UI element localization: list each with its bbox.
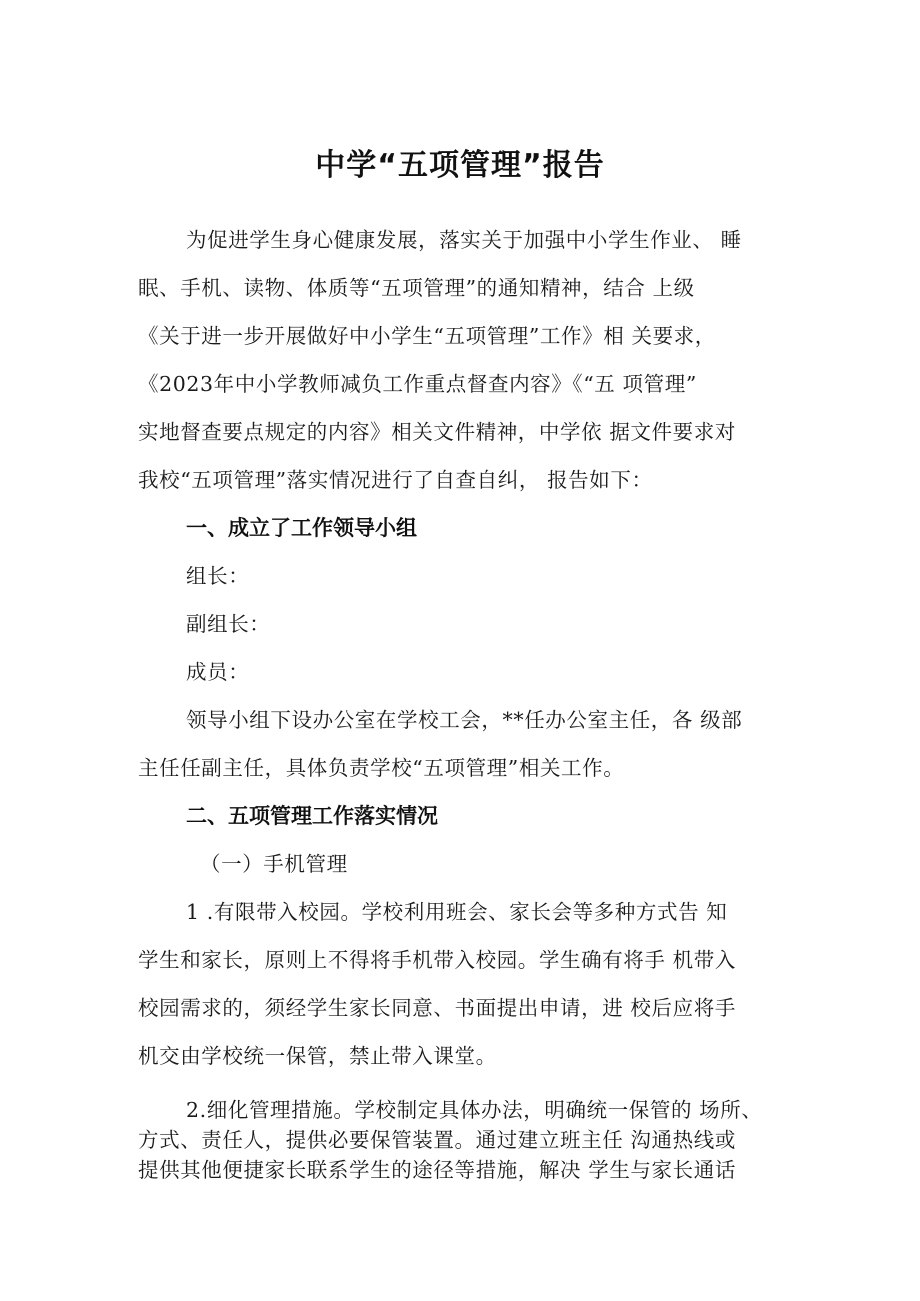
office-line: 领导小组下设办公室在学校工会，**任办公室主任，各 级部 [186, 708, 743, 732]
intro-line: 我校“五项管理”落实情况进行了自查自纠， 报告如下： [138, 468, 653, 492]
document-title: 中学“五项管理”报告 [315, 148, 605, 183]
members-label: 成员： [186, 660, 250, 684]
intro-line: 实地督查要点规定的内容》相关文件精神，中学依 据文件要求对 [138, 420, 736, 444]
item2-line: 方式、责任人，提供必要保管装置。通过建立班主任 沟通热线或 [138, 1128, 736, 1152]
item1-line: 学生和家长，原则上不得将手机带入校园。学生确有将手 机带入 [138, 948, 736, 972]
item2-line: 2.细化管理措施。学校制定具体办法，明确统一保管的 场所、 [186, 1098, 763, 1122]
subsection-heading: （一）手机管理 [200, 852, 348, 876]
item1-line: 机交由学校统一保管，禁止带入课堂。 [138, 1044, 497, 1068]
leader-label: 组长： [186, 564, 250, 588]
item1-line: 1 .有限带入校园。学校利用班会、家长会等多种方式告 知 [186, 900, 728, 924]
item1-line: 校园需求的，须经学生家长同意、书面提出申请，进 校后应将手 [138, 996, 736, 1020]
section-heading-1: 一、成立了工作领导小组 [186, 516, 417, 540]
vice-leader-label: 副组长： [186, 612, 271, 636]
intro-line: 眠、手机、读物、体质等“五项管理”的通知精神，结合 上级 [138, 276, 695, 300]
intro-line: 《关于进一步开展做好中小学生“五项管理”工作》相 关要求， [138, 324, 716, 348]
intro-line: 《2023年中小学教师减负工作重点督查内容》《“五 项管理” [138, 372, 697, 396]
office-line: 主任任副主任，具体负责学校“五项管理”相关工作。 [138, 756, 625, 780]
section-heading-2: 二、五项管理工作落实情况 [186, 804, 438, 828]
intro-line: 为促进学生身心健康发展，落实关于加强中小学生作业、 睡 [186, 228, 742, 252]
item2-line: 提供其他便捷家长联系学生的途径等措施，解决 学生与家长通话 [138, 1158, 736, 1182]
